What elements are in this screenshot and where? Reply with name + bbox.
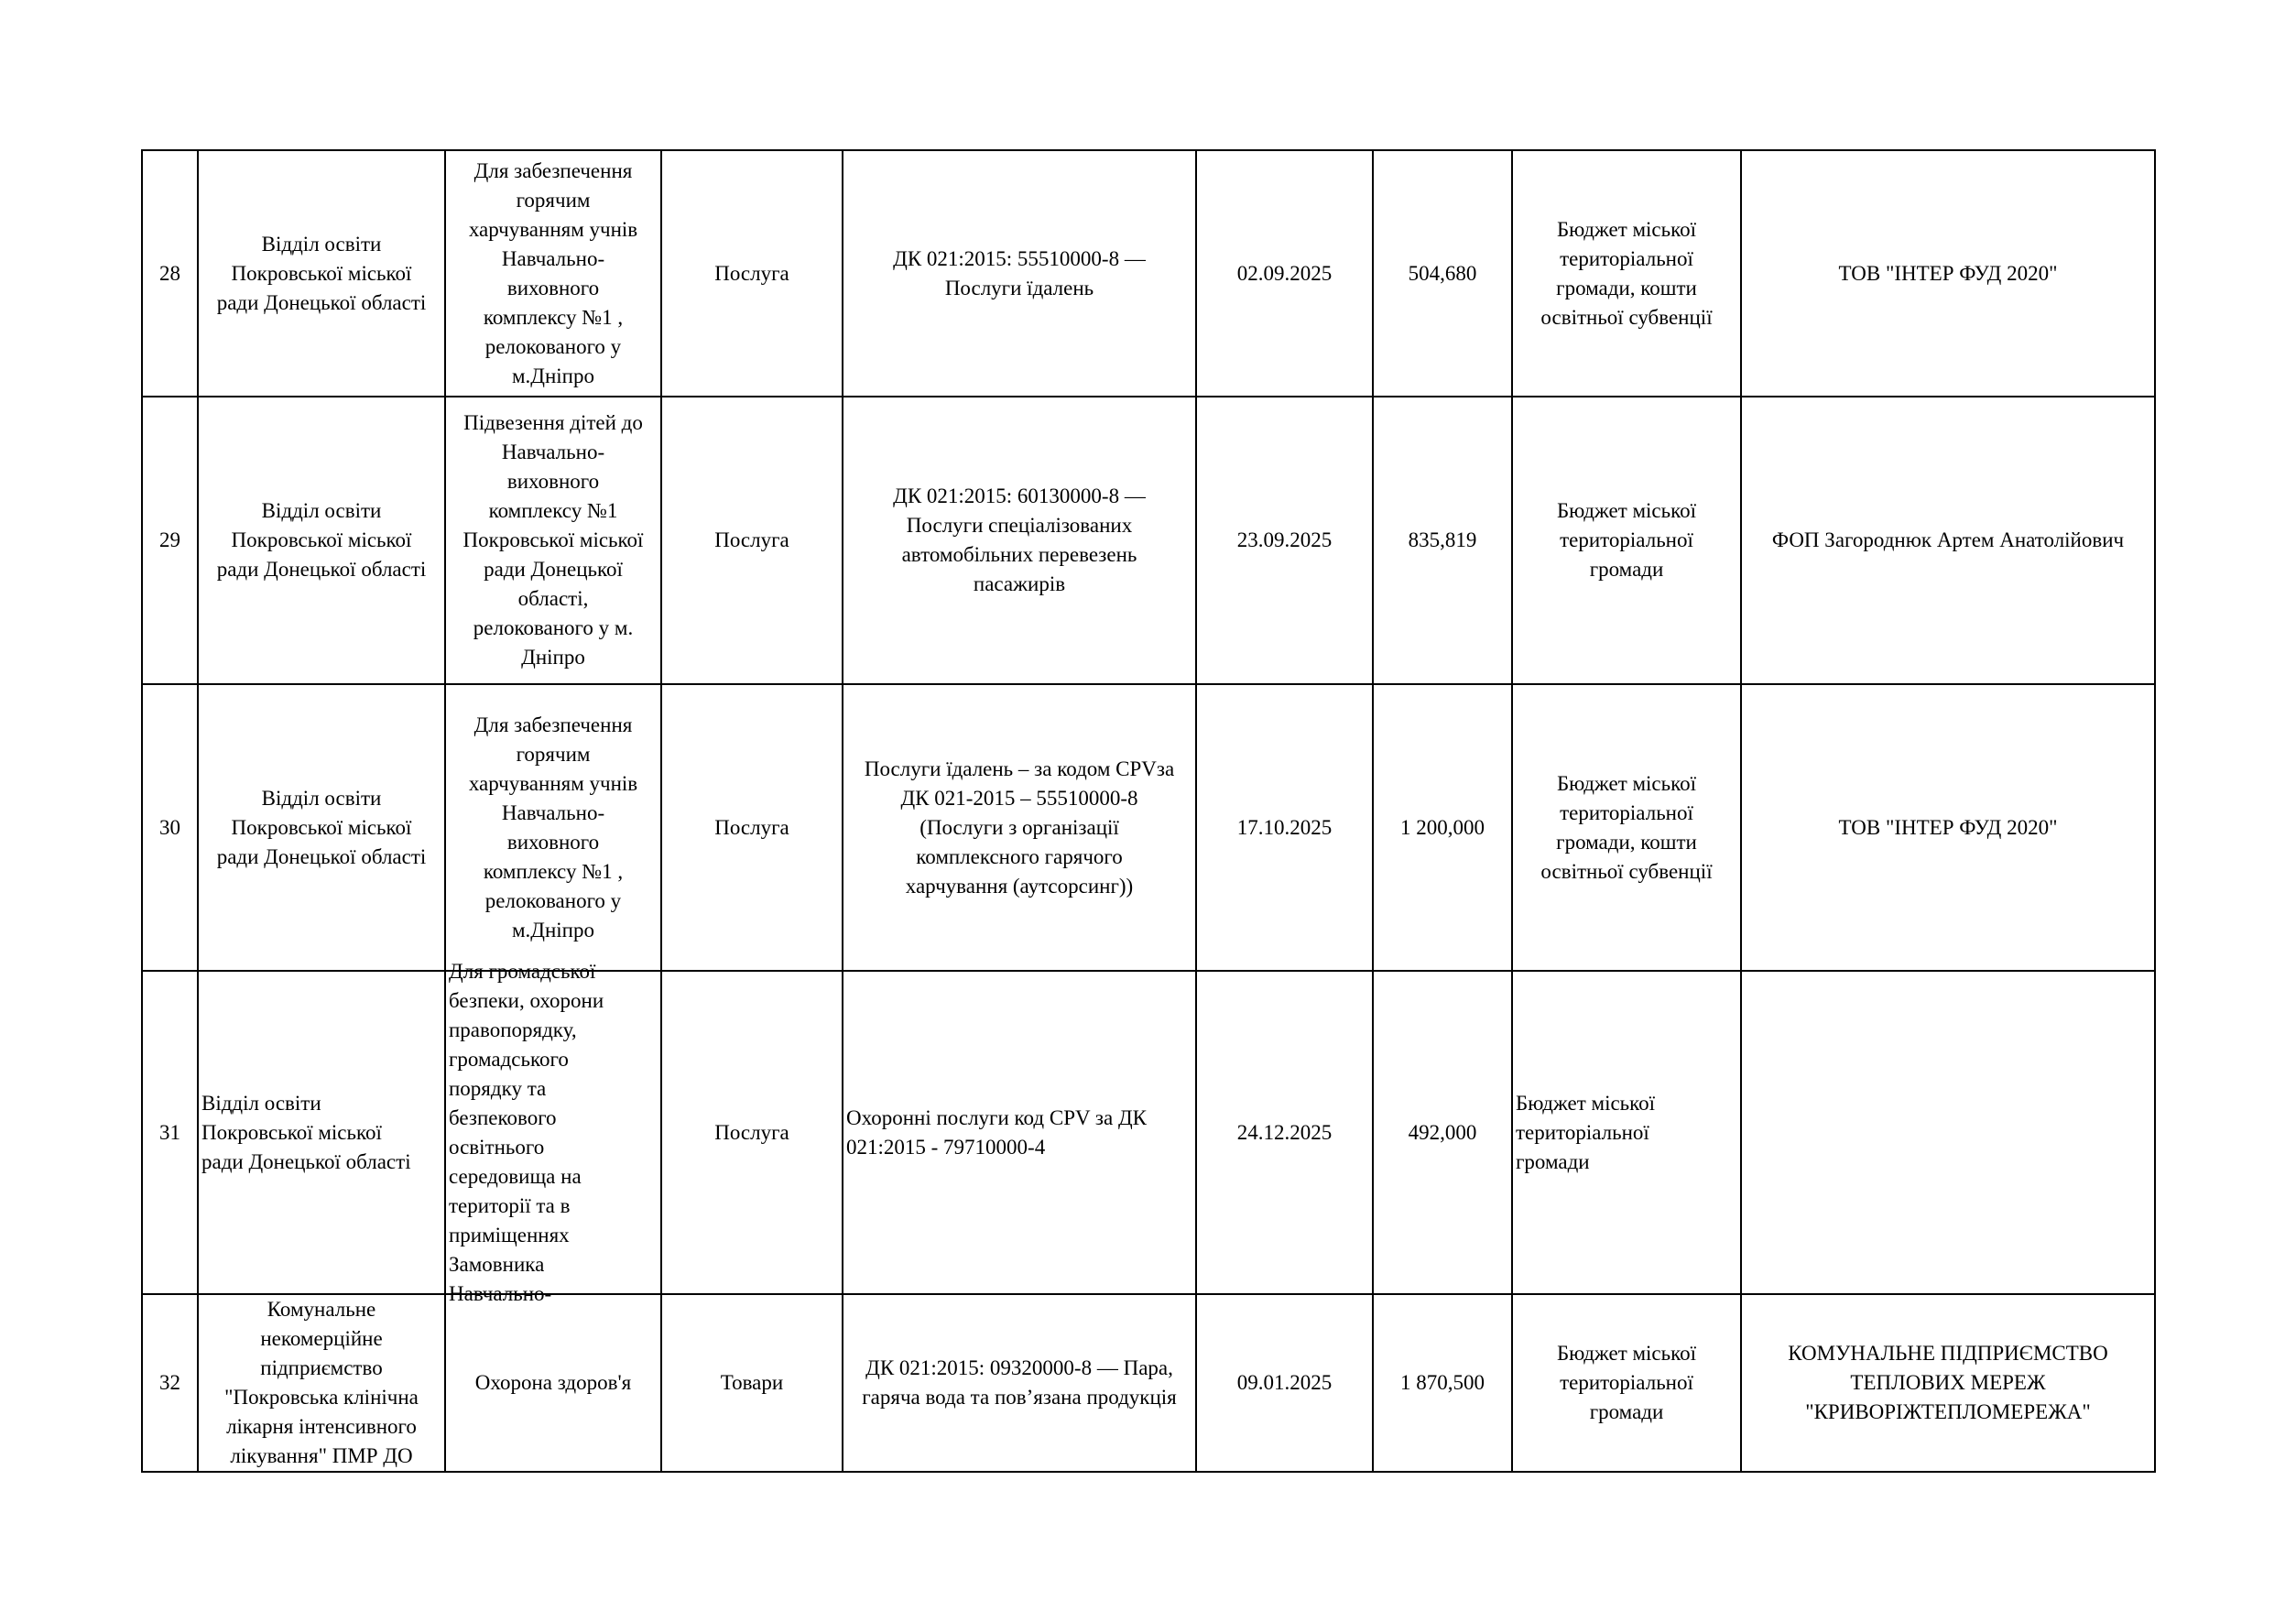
row-number: 28 (142, 150, 198, 397)
table-row (142, 684, 2155, 971)
funding-source-cell: Бюджет міської територіальної громади, кошти освітньої субвенції (1512, 684, 1741, 971)
supplier-cell: КОМУНАЛЬНЕ ПІДПРИЄМСТВО ТЕПЛОВИХ МЕРЕЖ "КРИВОРІЖТЕПЛОМЕРЕЖА" (1741, 1294, 2155, 1472)
cpv-cell: Послуги їдалень – за кодом CPVза ДК 021-2015 – 55510000-8 (Послуги з організації комплексного гарячого харчування (аутсорсинг)) (843, 684, 1196, 971)
type-cell: Послуга (661, 684, 843, 971)
procurement-table (141, 149, 2156, 1473)
funding-source-cell: Бюджет міської територіальної громади (1512, 971, 1741, 1294)
funding-source-cell: Бюджет міської територіальної громади, кошти освітньої субвенції (1512, 150, 1741, 397)
cpv-cell: ДК 021:2015: 60130000-8 — Послуги спеціалізованих автомобільних перевезень пасажирів (843, 397, 1196, 684)
date-cell: 23.09.2025 (1196, 397, 1373, 684)
date-cell: 09.01.2025 (1196, 1294, 1373, 1472)
purpose-cell: Підвезення дітей до Навчально- виховного комплексу №1 Покровської міської ради Донецької області, релокованого у м. Дніпро (445, 397, 661, 684)
funding-source-cell: Бюджет міської територіальної громади (1512, 1294, 1741, 1472)
date-cell: 24.12.2025 (1196, 971, 1373, 1294)
type-cell: Послуга (661, 397, 843, 684)
customer-cell: Відділ освіти Покровської міської ради Донецької області (198, 684, 445, 971)
amount-cell: 504,680 (1373, 150, 1512, 397)
purpose-text: Для громадської безпеки, охорони правопорядку, громадського порядку та безпекового освітнього середовища на території та в приміщеннях Замовника Навчально- (449, 959, 604, 1305)
customer-cell: Відділ освіти Покровської міської ради Донецької області (198, 150, 445, 397)
date-cell: 02.09.2025 (1196, 150, 1373, 397)
purpose-clip (449, 959, 660, 1305)
customer-cell: Відділ освіти Покровської міської ради Донецької області (198, 971, 445, 1294)
cpv-cell: ДК 021:2015: 09320000-8 — Пара, гаряча вода та пов’язана продукція (843, 1294, 1196, 1472)
supplier-cell: ТОВ "ІНТЕР ФУД 2020" (1741, 150, 2155, 397)
type-cell: Послуга (661, 971, 843, 1294)
purpose-cell: Охорона здоров'я (445, 1294, 661, 1472)
purpose-cell: Для забезпечення горячим харчуванням учнів Навчально- виховного комплексу №1 , релокованого у м.Дніпро (445, 150, 661, 397)
table-row (142, 150, 2155, 397)
supplier-cell: ФОП Загороднюк Артем Анатолійович (1741, 397, 2155, 684)
cpv-cell: Охоронні послуги код CPV за ДК 021:2015 - 79710000-4 (843, 971, 1196, 1294)
date-cell: 17.10.2025 (1196, 684, 1373, 971)
type-cell: Товари (661, 1294, 843, 1472)
row-number: 29 (142, 397, 198, 684)
customer-cell: Відділ освіти Покровської міської ради Донецької області (198, 397, 445, 684)
table-row (142, 971, 2155, 1294)
row-number: 31 (142, 971, 198, 1294)
amount-cell: 1 870,500 (1373, 1294, 1512, 1472)
cpv-cell: ДК 021:2015: 55510000-8 — Послуги їдалень (843, 150, 1196, 397)
purpose-cell (445, 959, 661, 1305)
supplier-cell: ТОВ "ІНТЕР ФУД 2020" (1741, 684, 2155, 971)
row-number: 30 (142, 684, 198, 971)
amount-cell: 1 200,000 (1373, 684, 1512, 971)
table-row (142, 397, 2155, 684)
customer-cell: Комунальне некомерційне підприємство "Покровська клінічна лікарня інтенсивного лікування" ПМР ДО (198, 1294, 445, 1472)
table-row (142, 1294, 2155, 1472)
amount-cell: 835,819 (1373, 397, 1512, 684)
funding-source-cell: Бюджет міської територіальної громади (1512, 397, 1741, 684)
type-cell: Послуга (661, 150, 843, 397)
amount-cell: 492,000 (1373, 971, 1512, 1294)
row-number: 32 (142, 1294, 198, 1472)
supplier-cell (1741, 971, 2155, 1294)
purpose-cell: Для забезпечення горячим харчуванням учнів Навчально- виховного комплексу №1 , релокованого у м.Дніпро (445, 684, 661, 971)
